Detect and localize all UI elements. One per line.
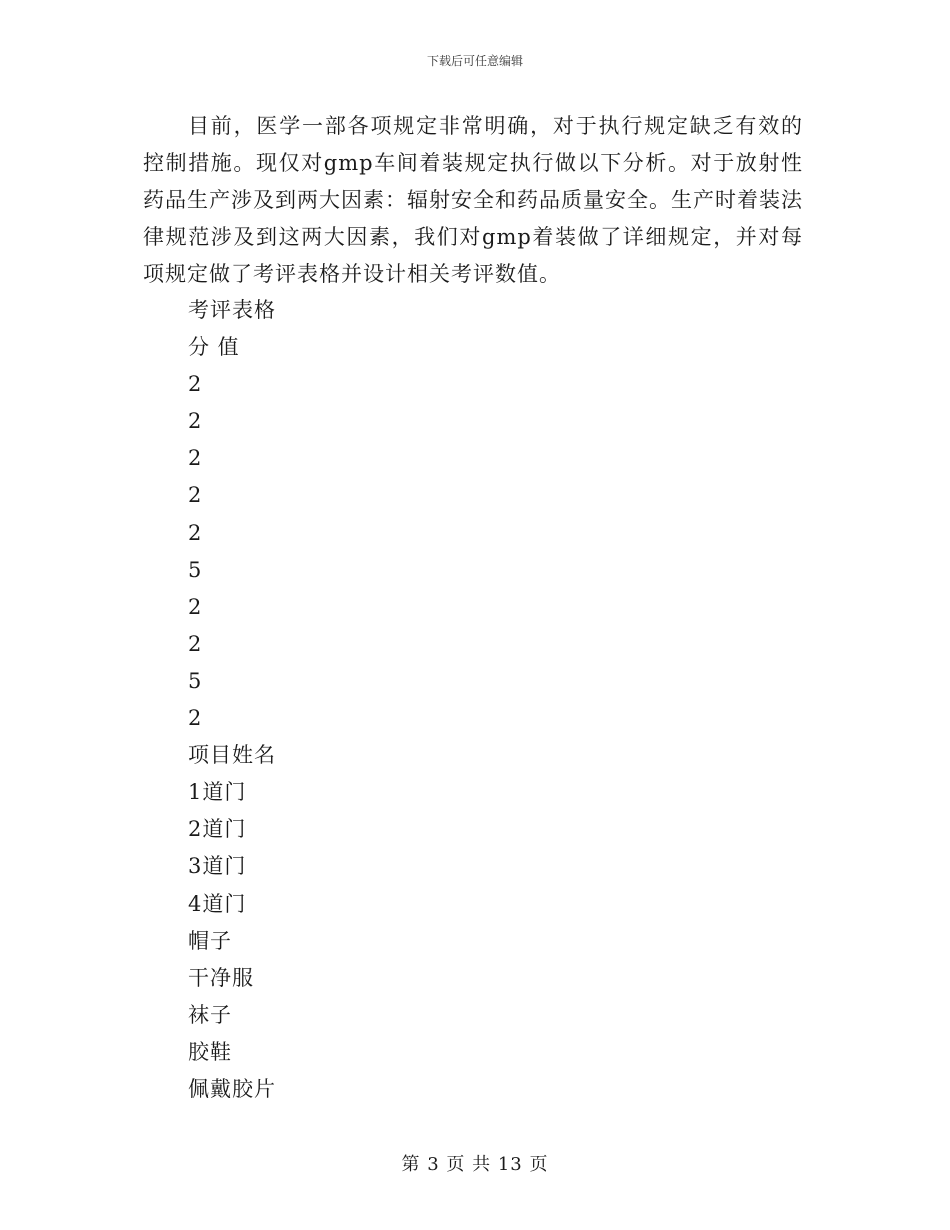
page-number: 第 3 页 共 13 页	[401, 1154, 549, 1175]
line-table-title: 考评表格	[188, 298, 276, 322]
content-lines	[188, 292, 276, 1108]
line-score: 2	[188, 372, 203, 397]
line-item: 干净服	[188, 965, 254, 990]
line-score: 2	[188, 483, 203, 508]
line-score: 5	[188, 668, 203, 693]
line-item-header: 项目姓名	[188, 743, 276, 768]
line-score: 2	[188, 446, 203, 471]
line-item: 袜子	[188, 1002, 232, 1027]
line-score: 2	[188, 706, 203, 731]
line-item: 佩戴胶片	[188, 1076, 276, 1101]
line-score: 2	[188, 520, 203, 545]
line-item: 胶鞋	[188, 1039, 232, 1064]
line-score: 5	[188, 557, 203, 582]
line-score: 2	[188, 409, 203, 434]
line-score: 2	[188, 631, 203, 656]
line-item: 帽子	[188, 928, 232, 953]
line-score: 2	[188, 594, 203, 619]
line-score-header: 分 值	[188, 335, 240, 360]
line-item: 1道门	[188, 780, 247, 805]
body-paragraph: 目前，医学一部各项规定非常明确，对于执行规定缺乏有效的控制措施。现仅对gmp车间着装规定执行做以下分析。对于放射性药品生产涉及到两大因素：辐射安全和药品质量安全。生产时着装法律规范涉及到这两大因素，我们对gmp着装做了详细规定，并对每项规定做了考评表格并设计相关考评数值。	[143, 114, 803, 286]
line-item: 4道门	[188, 891, 247, 916]
page-header: 下载后可任意编辑	[426, 54, 523, 68]
line-item: 2道门	[188, 817, 247, 842]
line-item: 3道门	[188, 854, 247, 879]
